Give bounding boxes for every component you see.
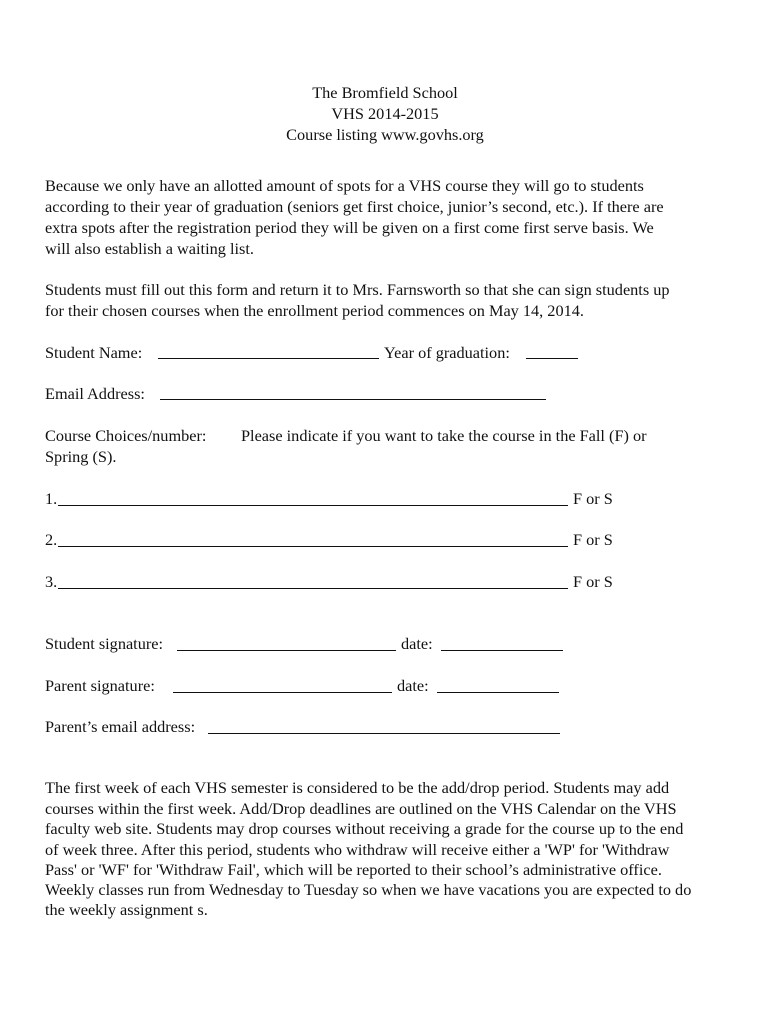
policy-line: of week three. After this period, students who withdraw will receive either a 'WP' for 'Withdraw [45,840,670,859]
intro-line: will also establish a waiting list. [45,239,254,258]
course-term-option[interactable]: F or S [573,489,613,508]
policy-line: The first week of each VHS semester is considered to be the add/drop period. Students may add [45,778,670,797]
parent-signature-field[interactable] [173,692,392,693]
instructions-line: Students must fill out this form and return it to Mrs. Farnsworth so that she can sign students up [45,280,670,299]
course-term-note: Spring (S). [45,447,117,466]
school-name: The Bromfield School [312,83,458,102]
instructions-line: for their chosen courses when the enrollment period commences on May 14, 2014. [45,301,584,320]
parent-email-label: Parent’s email address: [45,717,196,736]
student-name-label: Student Name: [45,343,143,362]
policy-line: faculty web site. Students may drop courses without receiving a grade for the course up to the end [45,819,684,838]
intro-line: according to their year of graduation (seniors get first choice, junior’s second, etc.). If there are [45,197,664,216]
year-of-graduation-label: Year of graduation: [384,343,510,362]
parent-date-field[interactable] [437,692,559,693]
course-1-field[interactable] [58,505,568,506]
parent-email-field[interactable] [208,733,560,734]
course-term-note: Please indicate if you want to take the course in the Fall (F) or [241,426,647,445]
policy-line: Pass' or 'WF' for 'Withdraw Fail', which will be reported to their school’s administrative office. [45,860,662,879]
course-number: 1. [45,489,58,508]
program-title: VHS 2014-2015 [331,104,439,123]
student-signature-label: Student signature: [45,634,164,653]
student-date-label: date: [401,634,433,653]
course-term-option[interactable]: F or S [573,572,613,591]
course-3-field[interactable] [58,588,568,589]
parent-date-label: date: [397,676,429,695]
intro-line: Because we only have an allotted amount of spots for a VHS course they will go to students [45,176,644,195]
student-signature-field[interactable] [177,650,396,651]
year-of-graduation-field[interactable] [526,358,578,359]
email-label: Email Address: [45,384,145,403]
student-name-field[interactable] [158,358,379,359]
course-2-field[interactable] [58,546,568,547]
email-field[interactable] [160,399,546,400]
policy-line: courses within the first week. Add/Drop deadlines are outlined on the VHS Calendar on the VHS [45,799,677,818]
course-listing-title: Course listing www.govhs.org [286,125,484,144]
policy-line: Weekly classes run from Wednesday to Tuesday so when we have vacations you are expected to do [45,880,692,899]
course-choices-label: Course Choices/number: [45,426,207,445]
course-term-option[interactable]: F or S [573,530,613,549]
course-number: 3. [45,572,58,591]
policy-line: the weekly assignment s. [45,900,208,919]
course-number: 2. [45,530,58,549]
parent-signature-label: Parent signature: [45,676,155,695]
student-date-field[interactable] [441,650,563,651]
intro-line: extra spots after the registration period they will be given on a first come first serve basis. We [45,218,654,237]
